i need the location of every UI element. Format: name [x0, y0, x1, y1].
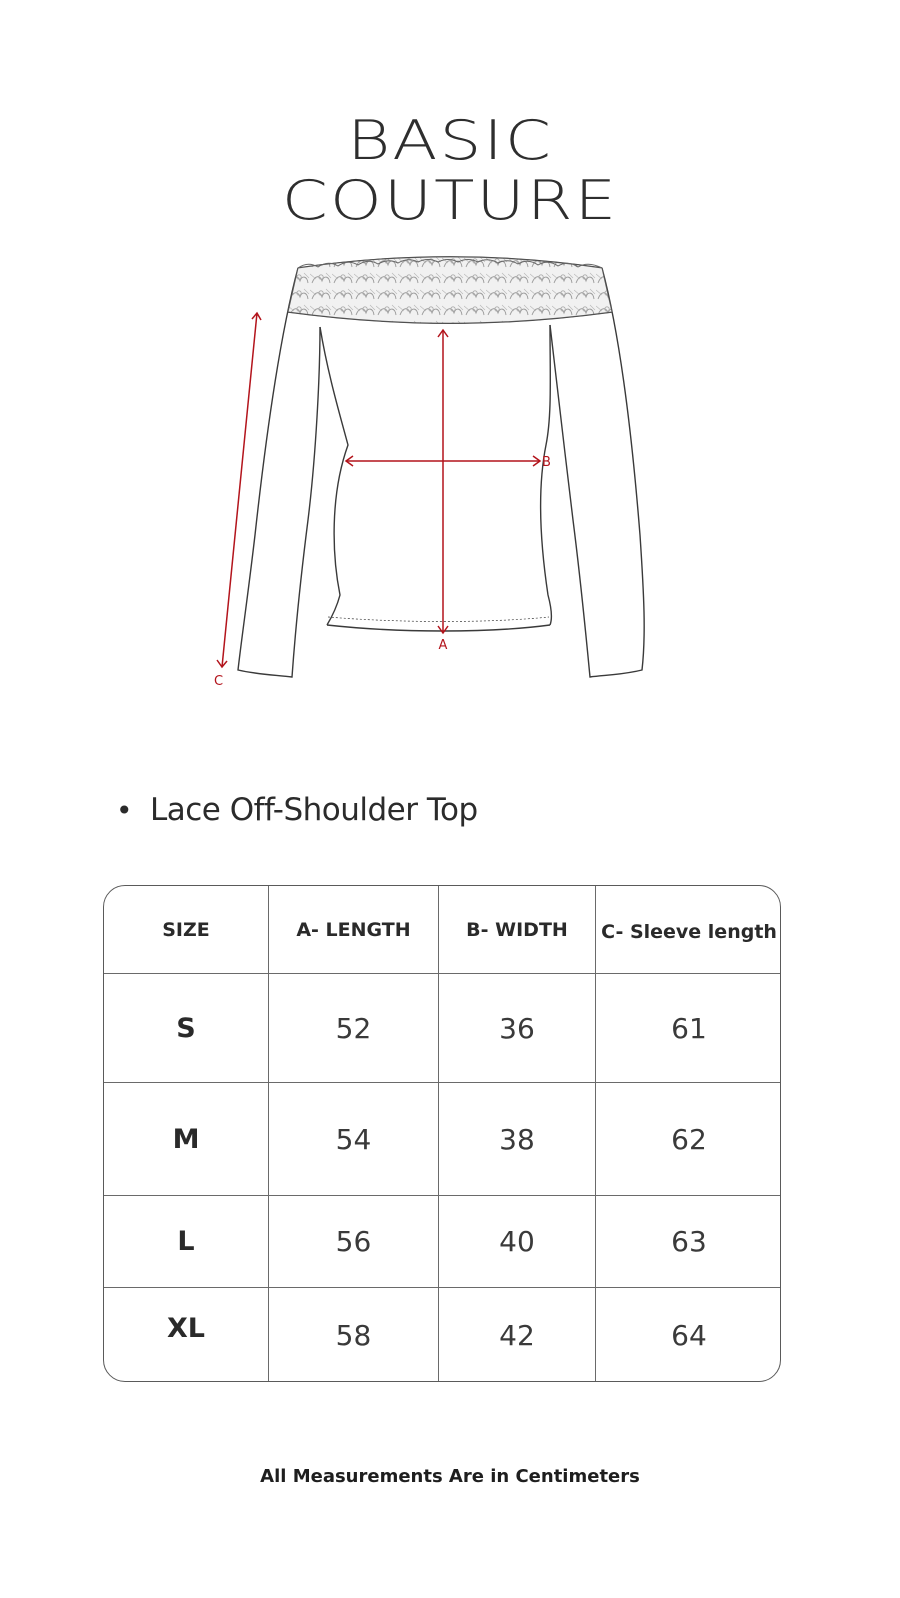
width-cell: 42 — [439, 1288, 596, 1382]
product-name: Lace Off-Shoulder Top — [150, 792, 478, 828]
sleeve-cell: 64 — [671, 1319, 707, 1352]
lace-neckline-band — [288, 257, 612, 324]
header-size: SIZE — [104, 886, 269, 973]
sleeve-cell: 62 — [671, 1122, 707, 1156]
size-cell: S — [104, 974, 269, 1082]
size-cell: M — [104, 1083, 269, 1195]
width-cell: 40 — [439, 1196, 596, 1287]
header-sleeve-length: C- Sleeve length — [601, 920, 777, 943]
bullet-icon: • — [116, 794, 133, 827]
length-cell: 54 — [269, 1083, 439, 1195]
sleeve-cell: 61 — [671, 1011, 707, 1045]
length-cell: 56 — [269, 1196, 439, 1287]
label-c: C — [214, 674, 224, 689]
brand-logo-line-2: COUTURE — [281, 168, 619, 233]
table-row — [104, 1288, 781, 1382]
size-cell: XL — [104, 1288, 269, 1382]
brand-logo-line-1: BASIC — [347, 108, 553, 173]
table-row — [104, 974, 781, 1083]
width-cell: 38 — [439, 1083, 596, 1195]
measurement-arrows — [217, 313, 540, 667]
table-row — [104, 1196, 781, 1288]
table-row — [104, 1083, 781, 1196]
header-length: A- LENGTH — [269, 886, 439, 973]
size-cell: L — [104, 1196, 269, 1287]
size-chart-table — [103, 885, 781, 1382]
length-cell: 58 — [269, 1288, 439, 1382]
length-cell: 52 — [269, 974, 439, 1082]
width-cell: 36 — [439, 974, 596, 1082]
label-a: A — [438, 638, 448, 653]
label-b: B — [542, 455, 551, 470]
measurement-unit-note: All Measurements Are in Centimeters — [260, 1466, 640, 1487]
sleeve-cell: 63 — [671, 1225, 707, 1258]
garment-measurement-diagram — [200, 255, 700, 705]
brand-logo — [0, 100, 900, 233]
header-width: B- WIDTH — [439, 886, 596, 973]
table-header-row — [104, 886, 781, 974]
product-title — [116, 792, 478, 828]
